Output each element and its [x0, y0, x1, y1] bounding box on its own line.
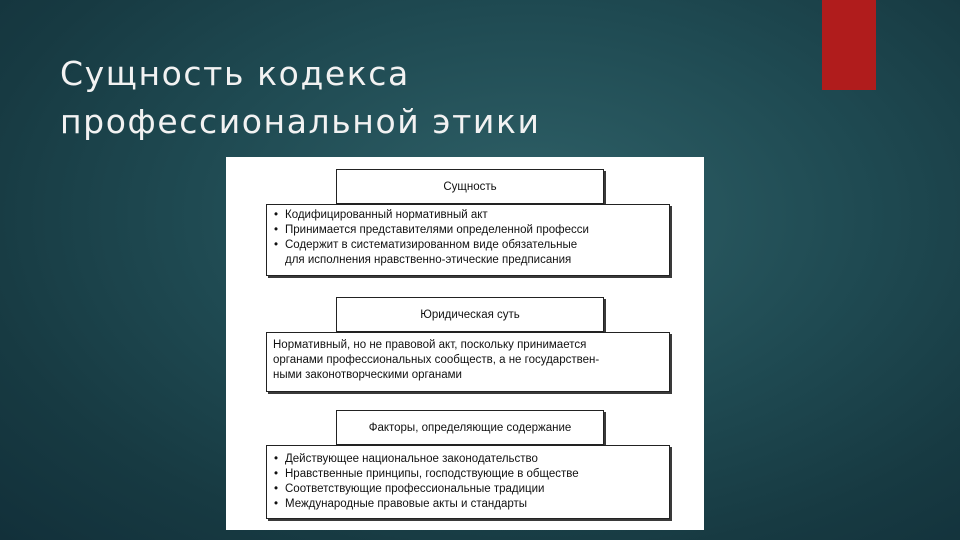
essence-list [273, 208, 663, 268]
legal-line: органами профессиональных сообществ, а не государствен- [273, 354, 600, 366]
factors-box [266, 445, 670, 519]
ethics-code-diagram [226, 157, 704, 530]
header-legal-essence [336, 297, 604, 332]
list-item [273, 253, 663, 268]
list-item-continuation: для исполнения нравственно-этические предписания [285, 254, 572, 266]
list-item: • Нравственные принципы, господствующие в обществе [273, 467, 663, 482]
list-item: • Кодифицированный нормативный акт [273, 208, 663, 223]
header-factors-label: Факторы, определяющие содержание [368, 421, 572, 434]
list-item: • Содержит в систематизированном виде обязательные [273, 238, 663, 253]
header-essence-label: Сущность [443, 180, 497, 193]
slide-title [60, 50, 541, 146]
legal-essence-box [266, 332, 670, 392]
list-item: • Международные правовые акты и стандарты [273, 497, 663, 512]
list-item: • Соответствующие профессиональные традиции [273, 482, 663, 497]
essence-box [266, 204, 670, 276]
red-accent-bar [822, 0, 876, 90]
slide-title-line-1: Сущность кодекса [60, 54, 410, 93]
slide-title-line-2: профессиональной этики [60, 102, 541, 141]
legal-line: ными законотворческими органами [273, 369, 462, 381]
header-factors [336, 410, 604, 445]
header-essence [336, 169, 604, 204]
legal-line: Нормативный, но не правовой акт, поскольку принимается [273, 339, 587, 351]
header-legal-essence-label: Юридическая суть [420, 308, 520, 321]
factors-list [273, 452, 663, 512]
list-item: • Действующее национальное законодательство [273, 452, 663, 467]
list-item: • Принимается представителями определенной професси [273, 223, 663, 238]
